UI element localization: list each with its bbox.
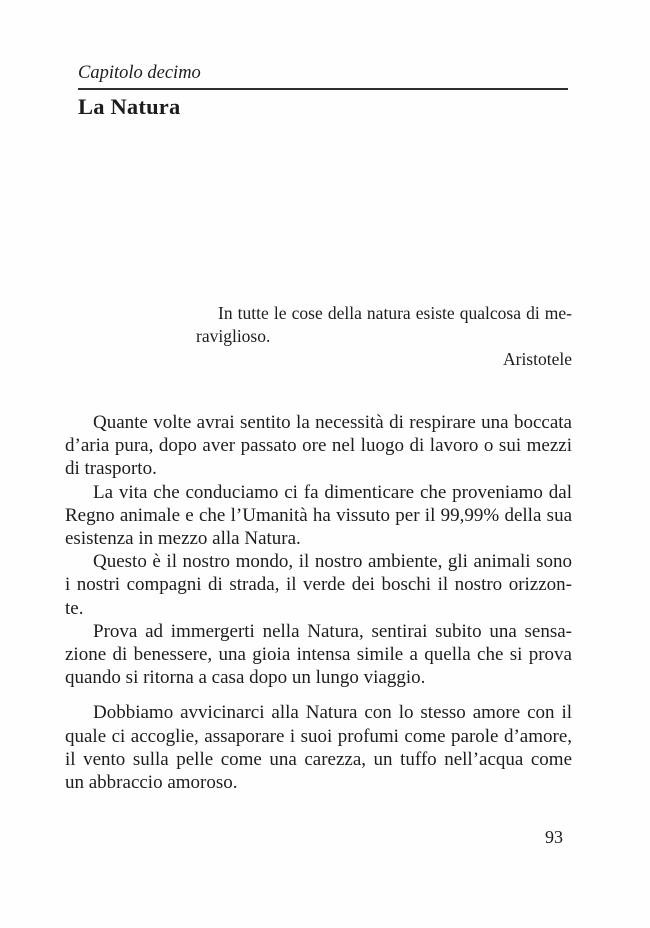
epigraph-line: raviglioso. bbox=[196, 326, 271, 347]
chapter-number-heading: Capitolo decimo bbox=[78, 61, 568, 90]
text-line: zione di benessere, una gioia intensa simile a quella che si prova bbox=[65, 644, 572, 666]
text-line: quando si ritorna a casa dopo un lungo viaggio. bbox=[65, 667, 426, 689]
text-line: il vento sulla pelle come una carezza, un tuffo nell’acqua come bbox=[65, 748, 572, 770]
text-line: i nostri compagni di strada, il verde dei boschi il nostro orizzon- bbox=[65, 574, 572, 596]
text-line: te. bbox=[65, 597, 84, 619]
paragraph bbox=[65, 620, 572, 690]
chapter-title: La Natura bbox=[78, 94, 181, 119]
text-line: d’aria pura, dopo aver passato ore nel luogo di lavoro o sui mezzi bbox=[65, 435, 572, 457]
paragraph bbox=[65, 481, 572, 551]
text-line: Quante volte avrai sentito la necessità di respirare una boccata bbox=[93, 412, 572, 433]
epigraph-attribution: Aristotele bbox=[502, 349, 572, 370]
paragraph bbox=[65, 411, 572, 481]
page-number: 93 bbox=[545, 827, 563, 847]
paragraph bbox=[65, 550, 572, 620]
epigraph-line: In tutte le cose della natura esiste qualcosa di me- bbox=[218, 303, 572, 323]
text-line: Regno animale e che l’Umanità ha vissuto per il 99,99% della sua bbox=[65, 504, 572, 526]
text-line: Dobbiamo avvicinarci alla Natura con lo stesso amore con il bbox=[93, 702, 572, 724]
paragraph bbox=[65, 701, 572, 794]
text-line: un abbraccio amoroso. bbox=[65, 772, 238, 794]
text-line: Questo è il nostro mondo, il nostro ambiente, gli animali sono bbox=[93, 551, 572, 573]
text-line: La vita che conduciamo ci fa dimenticare che proveniamo dal bbox=[93, 481, 572, 503]
text-line: di trasporto. bbox=[65, 458, 157, 480]
text-line: esistenza in mezzo alla Natura. bbox=[65, 528, 301, 550]
text-line: quale ci accoglie, assaporare i suoi profumi come parole d’amore, bbox=[65, 725, 572, 747]
text-line: Prova ad immergerti nella Natura, sentirai subito una sensa- bbox=[93, 620, 572, 642]
epigraph-quote bbox=[196, 302, 572, 372]
chapter-header bbox=[78, 61, 568, 120]
body-text bbox=[65, 411, 572, 794]
